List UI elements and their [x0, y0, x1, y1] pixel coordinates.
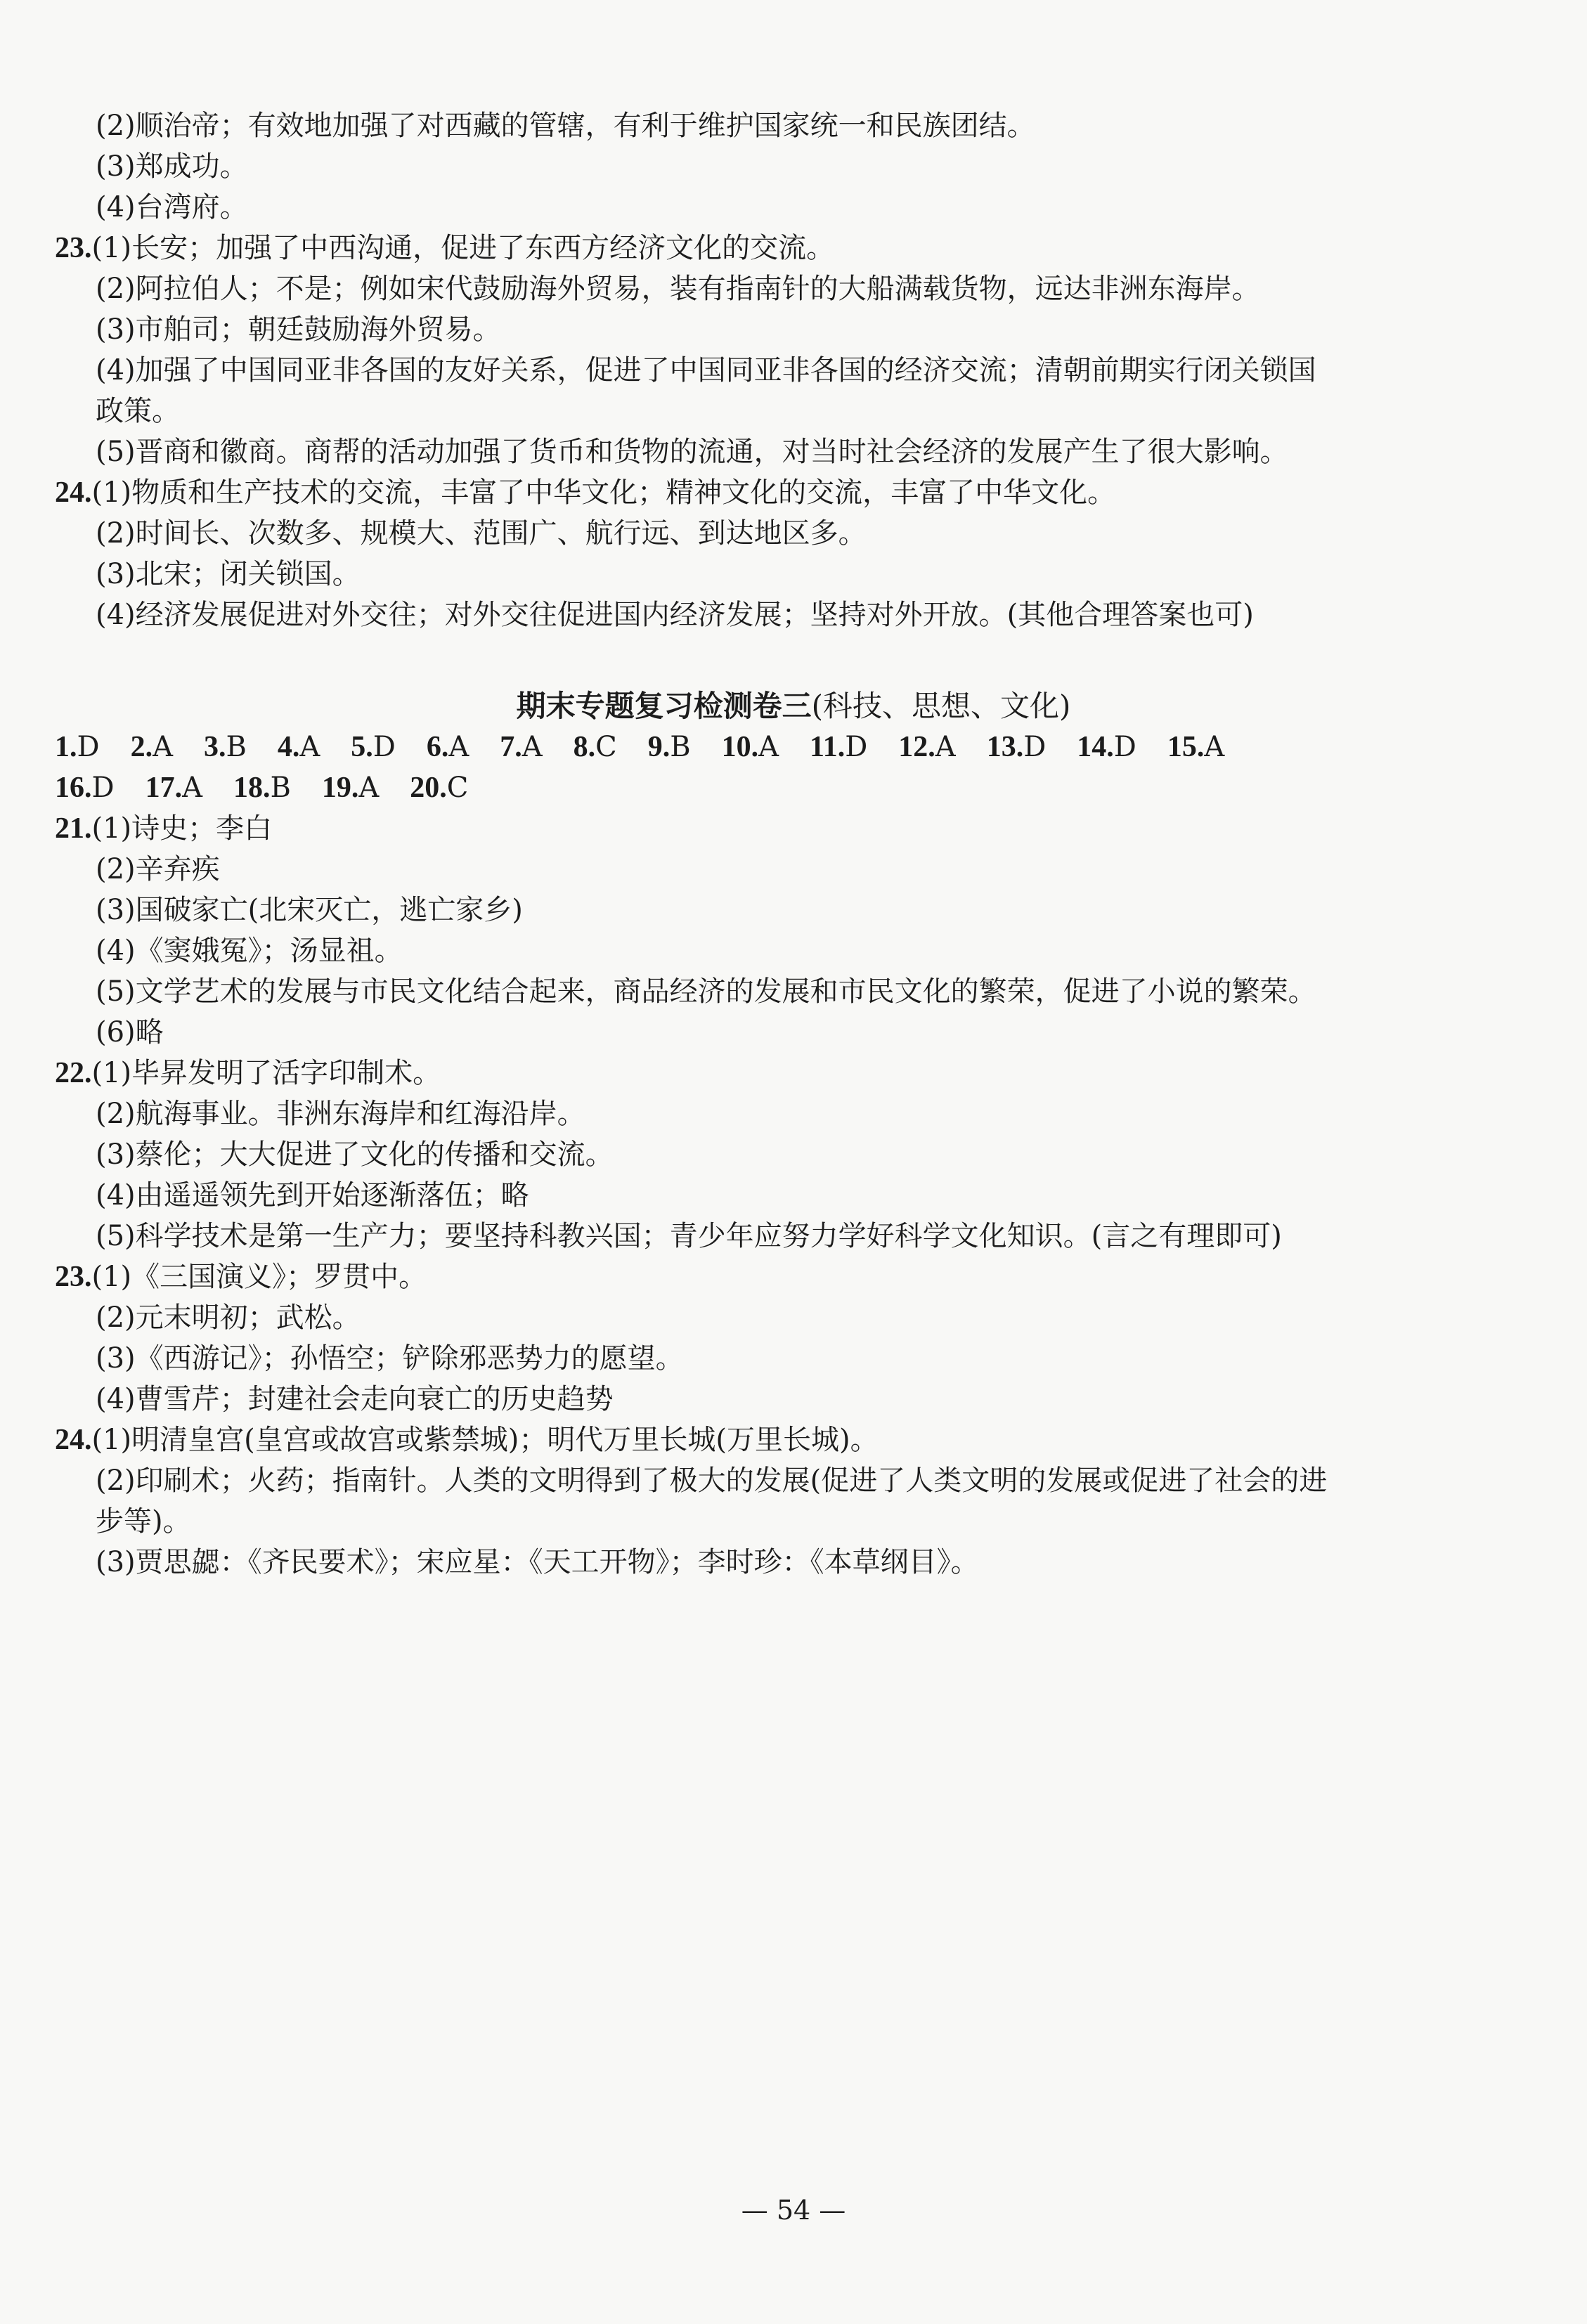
- choice-number: 13.: [986, 731, 1024, 763]
- answer-text: (5)科学技术是第一生产力；要坚持科教兴国；青少年应努力学好科学文化知识。(言之有理即可): [96, 1220, 1282, 1252]
- answer-line: [55, 309, 1531, 350]
- answer-line: [55, 930, 1531, 971]
- section-title-main: 期末专题复习检测卷三: [516, 689, 812, 723]
- question-number: 24.: [55, 1424, 92, 1456]
- question-number: 23.: [55, 1261, 92, 1293]
- choice-letter: A: [935, 731, 956, 763]
- answer-text: (2)辛弃疾: [96, 853, 220, 885]
- choice-answer: [987, 727, 1047, 767]
- choice-answers-row-1: [55, 727, 1255, 767]
- choice-number: 16.: [55, 772, 92, 804]
- answer-text: (6)略: [96, 1016, 164, 1049]
- choice-number: 7.: [500, 731, 522, 763]
- answer-text: (2)元末明初；武松。: [96, 1301, 361, 1334]
- choice-answer: [574, 727, 617, 767]
- answer-text: (3)国破家亡(北宋灭亡，逃亡家乡): [96, 894, 523, 926]
- choice-letter: A: [1204, 731, 1225, 763]
- question-number: 22.: [55, 1057, 92, 1089]
- answer-line: [55, 1175, 1531, 1216]
- choice-number: 9.: [647, 731, 671, 763]
- choice-letter: B: [270, 772, 291, 804]
- choice-letter: D: [845, 731, 868, 763]
- choice-letter: C: [446, 772, 469, 804]
- answer-line: [55, 554, 1531, 595]
- answer-line: [55, 391, 1531, 431]
- choice-number: 11.: [810, 731, 846, 763]
- answer-text: 政策。: [96, 395, 180, 427]
- choice-answers-row-2: [55, 767, 499, 808]
- answer-line: [55, 1338, 1531, 1379]
- choice-letter: D: [1113, 731, 1136, 763]
- page-number: — 54 —: [741, 2195, 846, 2226]
- choice-letter: A: [522, 731, 543, 763]
- answer-text: (5)晋商和徽商。商帮的活动加强了货币和货物的流通，对当时社会经济的发展产生了很大影响。: [96, 436, 1288, 468]
- choice-letter: B: [226, 731, 247, 763]
- answer-line: [55, 1093, 1531, 1134]
- answer-text: (1)诗史；李白: [91, 812, 273, 845]
- choice-answer: [55, 727, 100, 767]
- answer-line: [55, 431, 1531, 472]
- answer-line: [55, 1216, 1531, 1257]
- choice-answer: [427, 727, 469, 767]
- answer-line: [55, 890, 1531, 930]
- choice-letter: A: [758, 731, 779, 763]
- answer-line: [55, 1420, 1531, 1460]
- answer-text: (2)航海事业。非洲东海岸和红海沿岸。: [96, 1098, 585, 1130]
- choice-letter: C: [595, 731, 617, 763]
- choice-letter: D: [91, 772, 115, 804]
- choice-answer: [898, 727, 955, 767]
- choice-answer: [204, 727, 247, 767]
- answer-text: (2)印刷术；火药；指南针。人类的文明得到了极大的发展(促进了人类文明的发展或促进了社会的进: [96, 1465, 1328, 1497]
- answer-line: [55, 595, 1531, 635]
- answer-line: [55, 1460, 1531, 1501]
- choice-number: 5.: [351, 731, 373, 763]
- answer-text: (3)市舶司；朝廷鼓励海外贸易。: [96, 313, 501, 346]
- answer-line: [55, 1297, 1531, 1338]
- choice-answer: [233, 767, 291, 808]
- answers-section-top: [55, 105, 1531, 635]
- choice-number: 20.: [410, 772, 447, 804]
- choice-answer: [500, 727, 542, 767]
- choice-number: 15.: [1167, 731, 1205, 763]
- answer-line: [55, 971, 1531, 1012]
- answer-text: (4)加强了中国同亚非各国的友好关系，促进了中国同亚非各国的经济交流；清朝前期实行闭关锁国: [96, 354, 1316, 387]
- question-number: 23.: [55, 232, 92, 264]
- choice-answer: [55, 767, 115, 808]
- choice-letter: A: [299, 731, 320, 763]
- choice-answer: [648, 727, 691, 767]
- answer-text: (3)蔡伦；大大促进了文化的传播和交流。: [96, 1138, 614, 1171]
- answer-text: (4)经济发展促进对外交往；对外交往促进国内经济发展；坚持对外开放。(其他合理答案也可): [96, 599, 1254, 631]
- choice-letter: B: [670, 731, 691, 763]
- answer-line: [55, 228, 1531, 268]
- answer-text: (3)郑成功。: [96, 150, 248, 183]
- answer-line: [55, 146, 1531, 187]
- choice-letter: A: [153, 731, 173, 763]
- choice-answer: [1077, 727, 1136, 767]
- choice-number: 17.: [145, 772, 183, 804]
- choice-number: 10.: [721, 731, 759, 763]
- choice-answer: [278, 727, 320, 767]
- answer-line: [55, 808, 1531, 849]
- answer-line: [55, 849, 1531, 890]
- choice-number: 4.: [277, 731, 300, 763]
- answer-text: (1)毕昇发明了活字印制术。: [91, 1057, 441, 1089]
- answer-text: (4)《窦娥冤》；汤显祖。: [96, 935, 403, 967]
- question-number: 24.: [55, 476, 92, 509]
- choice-answer: [410, 767, 468, 808]
- answer-line: [55, 1542, 1531, 1583]
- answer-text: (3)贾思勰：《齐民要术》；宋应星：《天工开物》；李时珍：《本草纲目》。: [96, 1546, 979, 1578]
- answer-text: (2)顺治帝；有效地加强了对西藏的管辖，有利于维护国家统一和民族团结。: [96, 110, 1035, 142]
- answer-text: (3)北宋；闭关锁国。: [96, 558, 361, 590]
- choice-answer: [810, 727, 867, 767]
- answer-line: [55, 472, 1531, 513]
- answer-line: [55, 513, 1531, 554]
- answers-section-bottom: [55, 808, 1531, 1583]
- choice-answer: [722, 727, 779, 767]
- choice-number: 19.: [321, 772, 359, 804]
- answer-text: (1)长安；加强了中西沟通，促进了东西方经济文化的交流。: [91, 232, 835, 264]
- choice-number: 3.: [203, 731, 226, 763]
- choice-number: 8.: [573, 731, 596, 763]
- answer-text: (2)阿拉伯人；不是；例如宋代鼓励海外贸易，装有指南针的大船满载货物，远达非洲东海岸。: [96, 273, 1260, 305]
- answer-line: [55, 105, 1531, 146]
- answer-text: (1)明清皇宫(皇宫或故宫或紫禁城)；明代万里长城(万里长城)。: [91, 1424, 879, 1456]
- choice-number: 2.: [130, 731, 153, 763]
- choice-number: 6.: [426, 731, 449, 763]
- choice-answer: [131, 727, 173, 767]
- answer-line: [55, 1257, 1531, 1297]
- choice-number: 14.: [1077, 731, 1114, 763]
- choice-letter: A: [358, 772, 380, 804]
- answer-text: (2)时间长、次数多、规模大、范围广、航行远、到达地区多。: [96, 517, 867, 550]
- question-number: 21.: [55, 812, 92, 845]
- section-title-sub: (科技、思想、文化): [811, 689, 1071, 723]
- answer-text: (4)台湾府。: [96, 191, 248, 223]
- choice-letter: A: [448, 731, 469, 763]
- answer-line: [55, 1501, 1531, 1542]
- answer-line: [55, 1053, 1531, 1093]
- answer-line: [55, 187, 1531, 228]
- answer-text: (3)《西游记》；孙悟空；铲除邪恶势力的愿望。: [96, 1342, 684, 1375]
- answer-line: [55, 350, 1531, 391]
- answer-text: (4)由遥遥领先到开始逐渐落伍；略: [96, 1179, 529, 1212]
- choice-letter: D: [373, 731, 396, 763]
- answer-line: [55, 1012, 1531, 1053]
- choice-letter: A: [182, 772, 202, 804]
- choice-answer: [145, 767, 202, 808]
- choice-letter: D: [77, 731, 100, 763]
- answer-text: (1)物质和生产技术的交流，丰富了中华文化；精神文化的交流，丰富了中华文化。: [91, 476, 1116, 509]
- choice-answer: [351, 727, 396, 767]
- answer-text: (4)曹雪芹；封建社会走向衰亡的历史趋势: [96, 1383, 614, 1415]
- choice-number: 18.: [233, 772, 271, 804]
- choice-number: 12.: [898, 731, 935, 763]
- choice-letter: D: [1023, 731, 1047, 763]
- choice-number: 1.: [55, 731, 77, 763]
- answer-text: (1)《三国演义》；罗贯中。: [91, 1261, 427, 1293]
- answer-line: [55, 1379, 1531, 1420]
- answer-text: 步等)。: [96, 1505, 191, 1538]
- choice-answer: [322, 767, 379, 808]
- answer-text: (5)文学艺术的发展与市民文化结合起来，商品经济的发展和市民文化的繁荣，促进了小说的繁荣。: [96, 975, 1316, 1008]
- choice-answer: [1167, 727, 1224, 767]
- answer-line: [55, 1134, 1531, 1175]
- section-title: [0, 685, 1587, 727]
- answer-line: [55, 268, 1531, 309]
